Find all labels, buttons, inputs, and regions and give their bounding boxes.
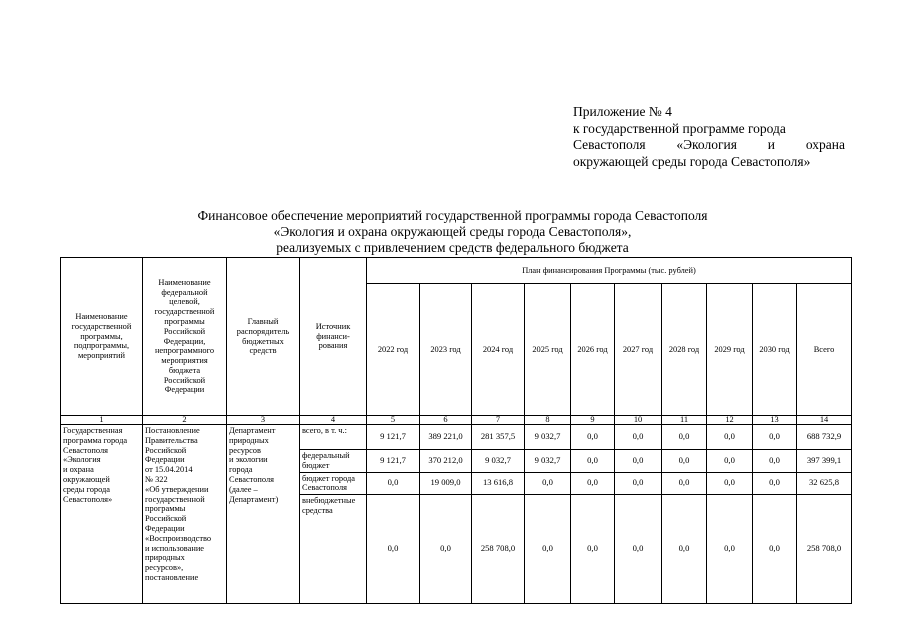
value-cell: 9 121,7 <box>367 425 420 450</box>
value-cell: 258 708,0 <box>472 495 525 604</box>
document-title <box>150 208 755 256</box>
column-number: 14 <box>797 416 852 425</box>
column-number-row <box>61 416 852 425</box>
funding-source-cell: федеральный бюджет <box>300 450 367 473</box>
value-cell: 0,0 <box>615 450 662 473</box>
value-cell: 0,0 <box>571 425 615 450</box>
program-name-cell: Государственная программа города Севастополя «Экология и охрана окружающей среды города Севастополя» <box>61 425 143 604</box>
column-number: 3 <box>227 416 300 425</box>
header-year: 2022 год <box>367 284 420 416</box>
value-cell: 0,0 <box>707 495 753 604</box>
table-row <box>61 425 852 450</box>
value-cell: 0,0 <box>525 472 571 495</box>
funding-source-cell: всего, в т. ч.: <box>300 425 367 450</box>
value-cell: 9 032,7 <box>472 450 525 473</box>
title-line-3: реализуемых с привлечением средств федерального бюджета <box>276 240 629 255</box>
column-number: 5 <box>367 416 420 425</box>
value-cell: 0,0 <box>525 495 571 604</box>
appendix-word: «Экология <box>676 137 737 152</box>
column-number: 2 <box>143 416 227 425</box>
header-budget-manager: Главный распорядитель бюджетных средств <box>227 258 300 416</box>
value-cell: 0,0 <box>707 450 753 473</box>
column-number: 6 <box>420 416 472 425</box>
value-cell: 0,0 <box>753 495 797 604</box>
value-cell: 9 032,7 <box>525 425 571 450</box>
value-cell: 13 616,8 <box>472 472 525 495</box>
value-cell: 0,0 <box>753 450 797 473</box>
value-cell: 281 357,5 <box>472 425 525 450</box>
value-cell: 0,0 <box>753 472 797 495</box>
column-number: 11 <box>662 416 707 425</box>
header-year: 2026 год <box>571 284 615 416</box>
header-financing-plan: План финансирования Программы (тыс. рублей) <box>367 258 852 284</box>
header-year: 2027 год <box>615 284 662 416</box>
value-cell: 0,0 <box>367 472 420 495</box>
value-cell: 389 221,0 <box>420 425 472 450</box>
appendix-line-4: окружающей среды города Севастополя» <box>573 153 811 169</box>
header-year: 2028 год <box>662 284 707 416</box>
header-total: Всего <box>797 284 852 416</box>
column-number: 10 <box>615 416 662 425</box>
column-number: 1 <box>61 416 143 425</box>
total-cell: 32 625,8 <box>797 472 852 495</box>
title-line-2: «Экология и охрана окружающей среды города Севастополя», <box>273 224 632 239</box>
title-line-1: Финансовое обеспечение мероприятий государственной программы города Севастополя <box>197 208 708 223</box>
value-cell: 0,0 <box>753 425 797 450</box>
column-number: 13 <box>753 416 797 425</box>
value-cell: 19 009,0 <box>420 472 472 495</box>
funding-source-cell: внебюджетные средства <box>300 495 367 604</box>
header-funding-source: Источник финанси- рования <box>300 258 367 416</box>
value-cell: 0,0 <box>571 472 615 495</box>
header-federal-program: Наименование федеральной целевой, государственной программы Российской Федерации, непрограммного мероприятия бюджета Российской Федерации <box>143 258 227 416</box>
appendix-line-1: Приложение № 4 <box>573 104 672 119</box>
appendix-line-3 <box>573 137 845 154</box>
total-cell: 258 708,0 <box>797 495 852 604</box>
appendix-word: Севастополя <box>573 137 646 152</box>
value-cell: 0,0 <box>615 495 662 604</box>
appendix-line-2: к государственной программе города <box>573 120 786 136</box>
header-year: 2025 год <box>525 284 571 416</box>
appendix-header <box>573 104 845 170</box>
column-number: 7 <box>472 416 525 425</box>
value-cell: 0,0 <box>662 495 707 604</box>
column-number: 9 <box>571 416 615 425</box>
header-year: 2030 год <box>753 284 797 416</box>
budget-manager-cell: Департамент природных ресурсов и экологии города Севастополя (далее – Департамент) <box>227 425 300 604</box>
value-cell: 0,0 <box>571 450 615 473</box>
total-cell: 397 399,1 <box>797 450 852 473</box>
financing-table <box>60 257 852 604</box>
column-number: 12 <box>707 416 753 425</box>
value-cell: 0,0 <box>662 450 707 473</box>
federal-program-cell: Постановление Правительства Российской Федерации от 15.04.2014 № 322 «Об утверждении государственной программы Российской Федерации «Воспроизводство и использование природных ресурсов», постановление <box>143 425 227 604</box>
value-cell: 9 121,7 <box>367 450 420 473</box>
column-number: 4 <box>300 416 367 425</box>
value-cell: 0,0 <box>615 425 662 450</box>
funding-source-cell: бюджет города Севастополя <box>300 472 367 495</box>
appendix-word: охрана <box>805 137 845 152</box>
value-cell: 0,0 <box>707 472 753 495</box>
header-year: 2029 год <box>707 284 753 416</box>
header-row-1 <box>61 258 852 284</box>
value-cell: 0,0 <box>571 495 615 604</box>
value-cell: 0,0 <box>707 425 753 450</box>
header-program-name: Наименование государственной программы, подпрограммы, мероприятий <box>61 258 143 416</box>
value-cell: 0,0 <box>662 425 707 450</box>
value-cell: 0,0 <box>420 495 472 604</box>
total-cell: 688 732,9 <box>797 425 852 450</box>
header-year: 2024 год <box>472 284 525 416</box>
value-cell: 0,0 <box>615 472 662 495</box>
appendix-word: и <box>767 137 776 152</box>
value-cell: 0,0 <box>367 495 420 604</box>
value-cell: 370 212,0 <box>420 450 472 473</box>
value-cell: 0,0 <box>662 472 707 495</box>
header-year: 2023 год <box>420 284 472 416</box>
column-number: 8 <box>525 416 571 425</box>
value-cell: 9 032,7 <box>525 450 571 473</box>
